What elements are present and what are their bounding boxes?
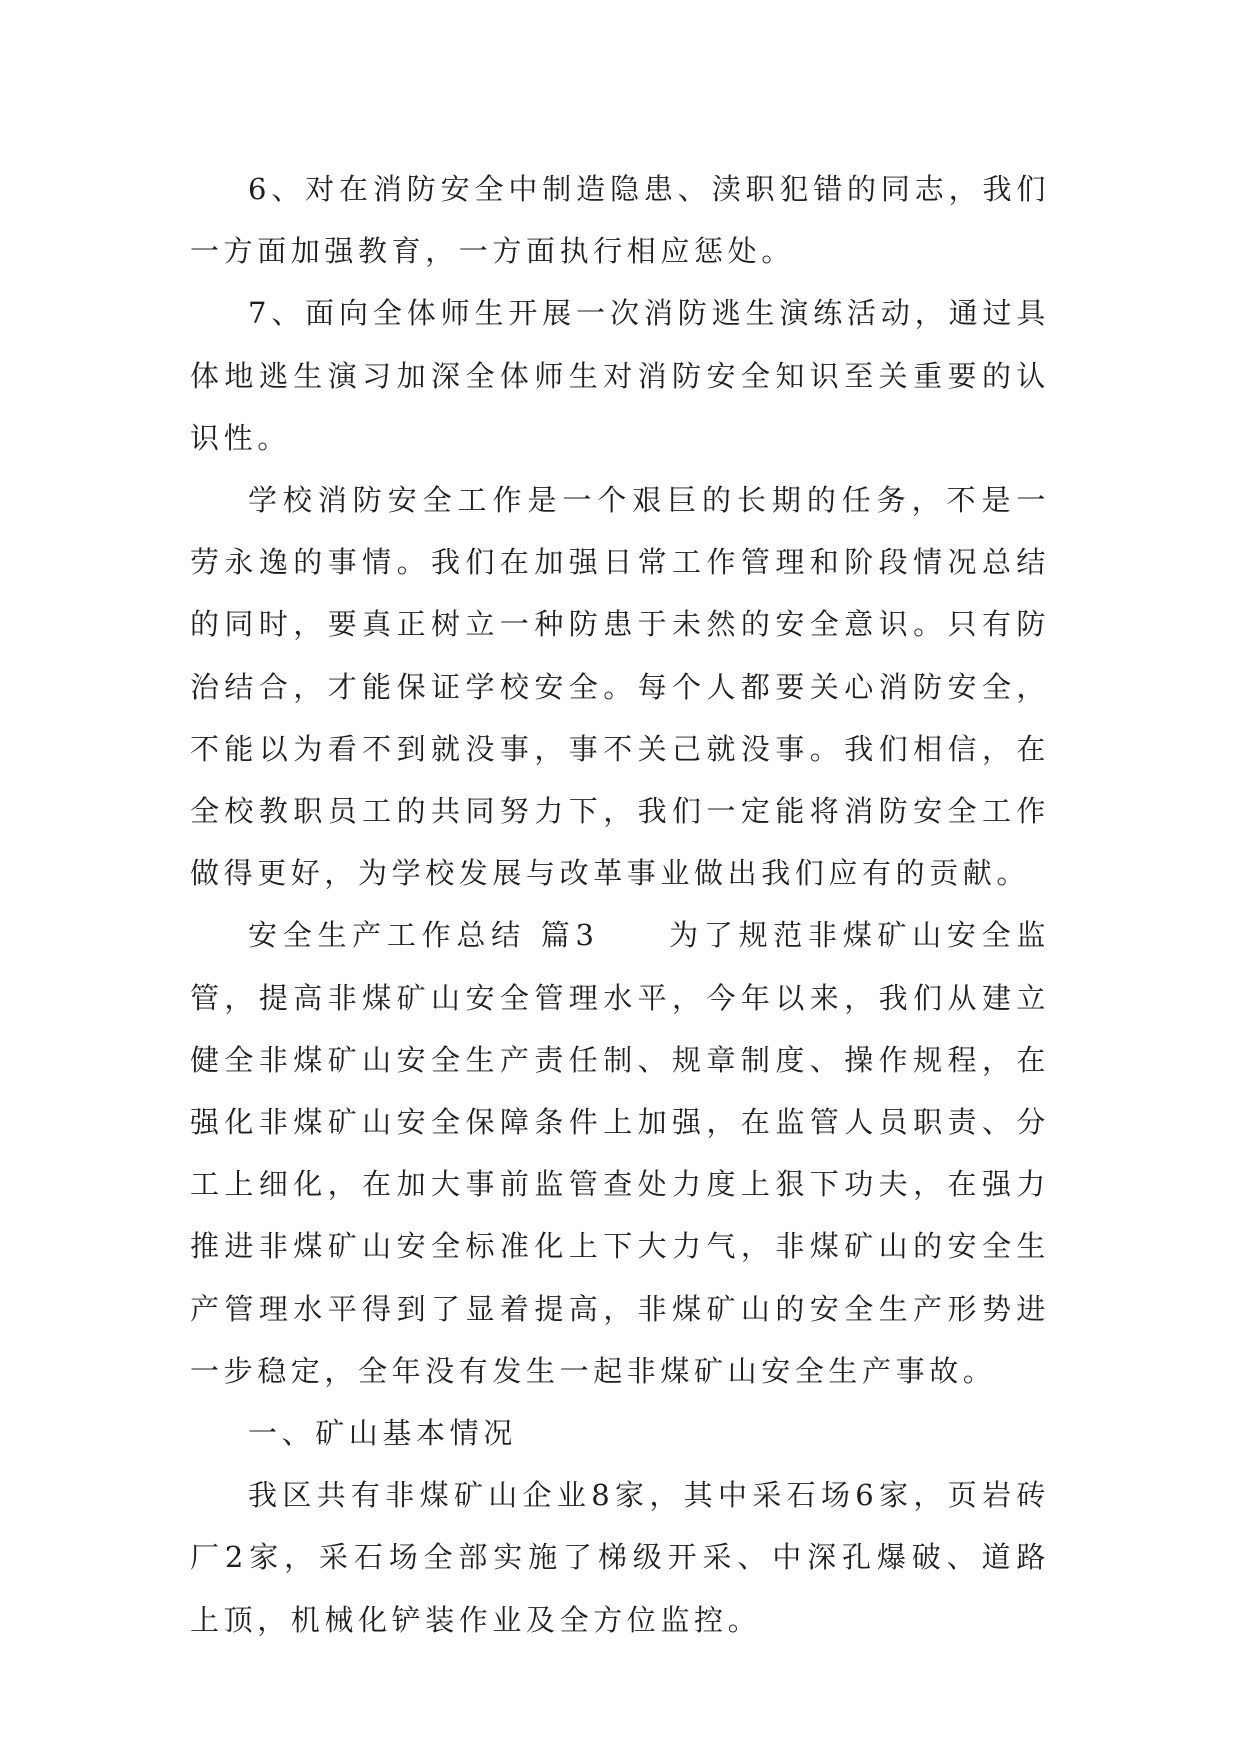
paragraph-mine-enterprises: 我区共有非煤矿山企业8家，其中采石场6家，页岩砖厂2家，采石场全部实施了梯级开采、中深孔爆破、道路上顶，机械化铲装作业及全方位监控。: [190, 1478, 1050, 1637]
paragraph-section-3-intro: 安全生产工作总结 篇3 为了规范非煤矿山安全监管，提高非煤矿山安全管理水平，今年以来，我们从建立健全非煤矿山安全生产责任制、规章制度、操作规程，在强化非煤矿山安全保障条件上加强，在监管人员职责、分工上细化，在加大事前监管查处力度上狠下功夫，在强力推进非煤矿山安全标准化上下大力气，非煤矿山的安全生产管理水平得到了显着提高，非煤矿山的安全生产形势进一步稳定，全年没有发生一起非煤矿山安全生产事故。: [190, 918, 1050, 1388]
paragraph-fire-safety-discipline: 6、对在消防安全中制造隐患、渎职犯错的同志，我们一方面加强教育，一方面执行相应惩处。: [190, 172, 1050, 269]
paragraph-evacuation-drill: 7、面向全体师生开展一次消防逃生演练活动，通过具体地逃生演习加深全体师生对消防安全知识至关重要的认识性。: [190, 296, 1050, 455]
heading-mine-basic-info: 一、矿山基本情况: [248, 1416, 517, 1451]
paragraph-school-fire-safety-summary: 学校消防安全工作是一个艰巨的长期的任务，不是一劳永逸的事情。我们在加强日常工作管理和阶段情况总结的同时，要真正树立一种防患于未然的安全意识。只有防治结合，才能保证学校安全。每个人都要关心消防安全，不能以为看不到就没事，事不关己就没事。我们相信，在全校教职员工的共同努力下，我们一定能将消防安全工作做得更好，为学校发展与改革事业做出我们应有的贡献。: [190, 483, 1050, 891]
document-body: [190, 158, 1050, 1651]
